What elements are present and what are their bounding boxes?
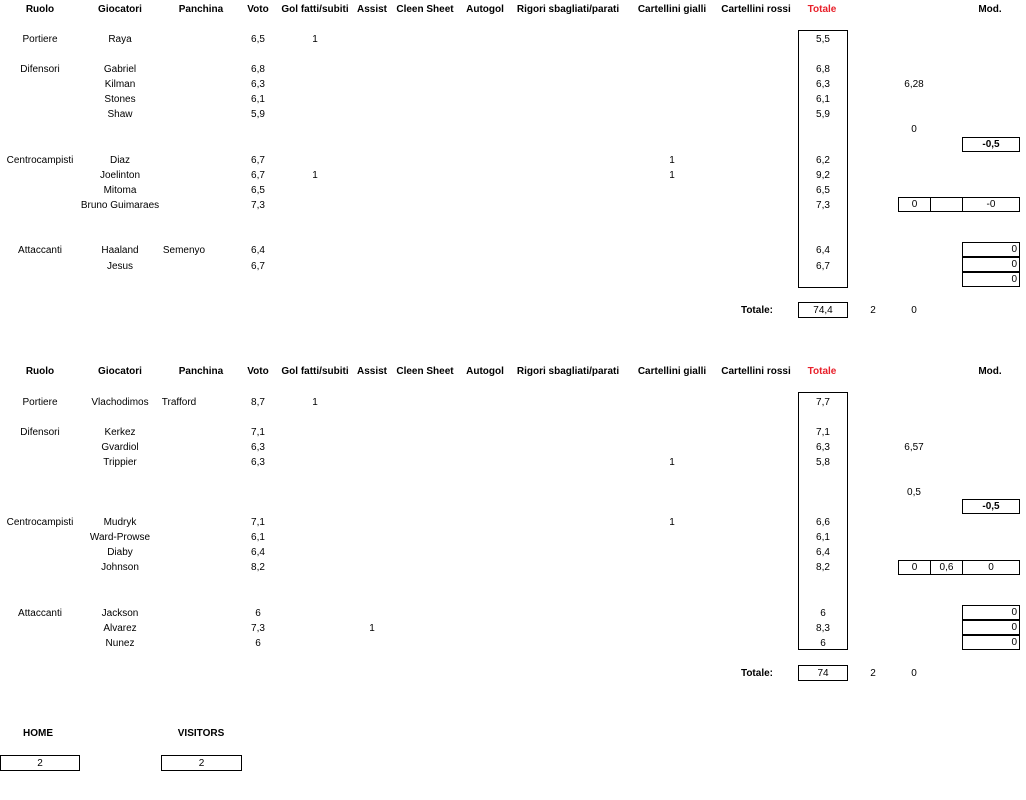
home-score-box: [0, 755, 80, 771]
player-voto: 8,7: [251, 397, 265, 408]
player-totale: 7,3: [816, 200, 830, 211]
total-b: 0: [911, 305, 917, 316]
player-voto: 6,4: [251, 547, 265, 558]
header-giocatori: Giocatori: [98, 4, 142, 15]
player-gialli: 1: [669, 517, 675, 528]
player-assist: 1: [369, 623, 375, 634]
header-gol: Gol fatti/subiti: [281, 366, 349, 377]
role-portiere: Portiere: [22, 34, 58, 45]
player-gol: 1: [312, 34, 318, 45]
player-voto: 6,3: [251, 457, 265, 468]
att-mod-box: [962, 242, 1020, 257]
player-voto: 6,5: [251, 34, 265, 45]
defense-average: 6,28: [904, 79, 924, 90]
player-name: Vlachodimos: [91, 397, 149, 408]
defense-modifier: 0,5: [907, 487, 921, 498]
player-gialli: 1: [669, 155, 675, 166]
player-voto: 6,1: [251, 94, 265, 105]
player-totale: 5,8: [816, 457, 830, 468]
header-ruolo: Ruolo: [25, 4, 55, 15]
header-clean-sheet: Cleen Sheet: [396, 366, 454, 377]
header-rossi: Cartellini rossi: [721, 4, 791, 15]
player-voto: 6,1: [251, 532, 265, 543]
player-totale: 6: [820, 608, 826, 619]
header-gialli: Cartellini gialli: [637, 4, 707, 15]
role-centrocampisti: Centrocampisti: [6, 517, 74, 528]
bench-player: Semenyo: [162, 245, 206, 256]
team-total: 74: [817, 668, 829, 679]
mid-mod-a: 0: [911, 199, 918, 210]
total-label: Totale:: [740, 668, 773, 679]
player-voto: 6,8: [251, 64, 265, 75]
total-label: Totale:: [740, 305, 773, 316]
player-totale: 6,7: [816, 261, 830, 272]
player-totale: 7,1: [816, 427, 830, 438]
player-name: Raya: [108, 34, 132, 45]
player-totale: 9,2: [816, 170, 830, 181]
team-total-box: [798, 302, 848, 318]
total-b: 0: [911, 668, 917, 679]
player-name: Shaw: [107, 109, 133, 120]
player-totale: 6,1: [816, 532, 830, 543]
att-mod: 0: [1011, 622, 1017, 633]
header-mod: Mod.: [978, 4, 1002, 15]
player-name: Diaby: [107, 547, 133, 558]
player-voto: 7,3: [251, 200, 265, 211]
home-score: 2: [37, 758, 43, 769]
player-totale: 7,7: [816, 397, 830, 408]
player-name: Haaland: [101, 245, 139, 256]
att-mod-box: [962, 605, 1020, 620]
player-name: Diaz: [109, 155, 131, 166]
player-name: Gabriel: [103, 64, 137, 75]
player-gol: 1: [312, 170, 318, 181]
player-totale: 6,4: [816, 547, 830, 558]
player-voto: 7,1: [251, 427, 265, 438]
player-name: Jesus: [106, 261, 134, 272]
att-mod-box: [962, 620, 1020, 635]
bench-player: Trafford: [161, 397, 197, 408]
header-giocatori: Giocatori: [98, 366, 142, 377]
header-totale: Totale: [807, 4, 837, 15]
defense-average: 6,57: [904, 442, 924, 453]
player-voto: 8,2: [251, 562, 265, 573]
player-totale: 6: [820, 638, 826, 649]
header-voto: Voto: [247, 4, 269, 15]
player-voto: 6,3: [251, 442, 265, 453]
player-name: Stones: [104, 94, 136, 105]
player-name: Joelinton: [99, 170, 141, 181]
mid-mod-b-box: [930, 560, 963, 575]
att-mod: 0: [1011, 244, 1017, 255]
player-totale: 6,8: [816, 64, 830, 75]
visitors-label: VISITORS: [177, 728, 225, 739]
mid-mod-c: 0: [988, 562, 994, 573]
header-rigori: Rigori sbagliati/parati: [516, 4, 620, 15]
player-name: Nunez: [105, 638, 135, 649]
player-name: Bruno Guimaraes: [80, 200, 160, 211]
att-mod-box: [962, 635, 1020, 650]
total-a: 2: [870, 668, 876, 679]
player-name: Jackson: [101, 608, 139, 619]
header-rigori: Rigori sbagliati/parati: [516, 366, 620, 377]
mid-mod-c: -0: [986, 199, 996, 210]
att-mod: 0: [1011, 637, 1017, 648]
mid-mod-c-box: [962, 197, 1020, 212]
mid-mod-a: 0: [911, 562, 918, 573]
player-totale: 6,3: [816, 79, 830, 90]
header-ruolo: Ruolo: [25, 366, 55, 377]
mod-value: -0,5: [982, 501, 1000, 512]
att-mod: 0: [1011, 607, 1017, 618]
att-mod-box: [962, 257, 1020, 272]
header-autogol: Autogol: [466, 4, 504, 15]
player-voto: 6,3: [251, 79, 265, 90]
player-voto: 6,5: [251, 185, 265, 196]
player-totale: 6,2: [816, 155, 830, 166]
player-voto: 7,3: [251, 623, 265, 634]
header-mod: Mod.: [978, 366, 1002, 377]
header-assist: Assist: [356, 4, 388, 15]
att-mod: 0: [1011, 274, 1017, 285]
player-voto: 6,7: [251, 261, 265, 272]
player-totale: 5,9: [816, 109, 830, 120]
role-centrocampisti: Centrocampisti: [6, 155, 74, 166]
att-mod-box: [962, 272, 1020, 287]
player-totale: 8,2: [816, 562, 830, 573]
player-totale: 6,6: [816, 517, 830, 528]
att-mod: 0: [1011, 259, 1017, 270]
mod-value: -0,5: [982, 139, 1000, 150]
mid-mod-c-box: [962, 560, 1020, 575]
home-label: HOME: [23, 728, 53, 739]
player-name: Trippier: [103, 457, 137, 468]
player-gol: 1: [312, 397, 318, 408]
header-gol: Gol fatti/subiti: [281, 4, 349, 15]
player-totale: 6,1: [816, 94, 830, 105]
player-name: Kilman: [104, 79, 136, 90]
team-total-box: [798, 665, 848, 681]
role-difensori: Difensori: [20, 64, 60, 75]
player-name: Mudryk: [103, 517, 137, 528]
header-voto: Voto: [247, 366, 269, 377]
header-panchina: Panchina: [178, 4, 224, 15]
mod-value-box: [962, 137, 1020, 152]
header-rossi: Cartellini rossi: [721, 366, 791, 377]
header-clean-sheet: Cleen Sheet: [396, 4, 454, 15]
mid-mod-b: 0,6: [939, 562, 954, 573]
player-voto: 6: [255, 608, 261, 619]
player-totale: 6,5: [816, 185, 830, 196]
player-name: Ward-Prowse: [89, 532, 151, 543]
player-gialli: 1: [669, 457, 675, 468]
role-attaccanti: Attaccanti: [18, 608, 62, 619]
player-totale: 5,5: [816, 34, 830, 45]
team-total: 74,4: [813, 305, 833, 316]
role-difensori: Difensori: [20, 427, 60, 438]
role-attaccanti: Attaccanti: [18, 245, 62, 256]
player-totale: 6,3: [816, 442, 830, 453]
player-name: Kerkez: [104, 427, 136, 438]
mod-value-box: [962, 499, 1020, 514]
header-assist: Assist: [356, 366, 388, 377]
mid-mod-a-box: [898, 560, 931, 575]
role-portiere: Portiere: [22, 397, 58, 408]
player-name: Mitoma: [103, 185, 137, 196]
mid-mod-b-box: [930, 197, 963, 212]
visitors-score-box: [161, 755, 242, 771]
player-totale: 8,3: [816, 623, 830, 634]
mid-mod-a-box: [898, 197, 931, 212]
player-voto: 5,9: [251, 109, 265, 120]
header-totale: Totale: [807, 366, 837, 377]
player-voto: 6,4: [251, 245, 265, 256]
player-name: Johnson: [101, 562, 139, 573]
header-gialli: Cartellini gialli: [637, 366, 707, 377]
player-voto: 6,7: [251, 170, 265, 181]
player-voto: 7,1: [251, 517, 265, 528]
header-panchina: Panchina: [178, 366, 224, 377]
visitors-score: 2: [198, 758, 205, 769]
player-name: Gvardiol: [101, 442, 139, 453]
header-autogol: Autogol: [466, 366, 504, 377]
player-name: Alvarez: [103, 623, 137, 634]
defense-modifier: 0: [911, 124, 917, 135]
total-a: 2: [870, 305, 876, 316]
player-voto: 6: [255, 638, 261, 649]
player-voto: 6,7: [251, 155, 265, 166]
player-totale: 6,4: [816, 245, 830, 256]
player-gialli: 1: [669, 170, 675, 181]
